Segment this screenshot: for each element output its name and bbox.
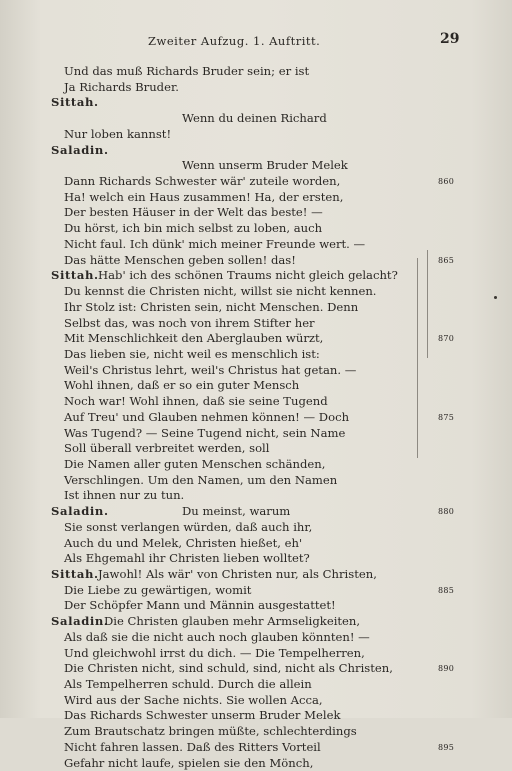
line-number: 870 (438, 334, 455, 344)
verse-text: Wenn unserm Bruder Melek (182, 158, 348, 173)
verse-text: Auch du und Melek, Christen hießet, eh' (64, 535, 303, 550)
speaker-line (0, 143, 512, 159)
verse-text: Wird aus der Sache nichts. Sie wollen Acca, (64, 692, 323, 707)
verse-line (0, 756, 512, 771)
verse-line (0, 708, 512, 724)
verse-line (0, 724, 512, 740)
verse-line (0, 520, 512, 536)
verse-line (0, 331, 512, 347)
verse-line (0, 457, 512, 473)
verse-text: Der besten Häuser in der Welt das beste! — (64, 205, 323, 220)
verse-line (0, 646, 512, 662)
verse-line (0, 693, 512, 709)
verse-line (0, 583, 512, 599)
verse-line (0, 80, 512, 96)
verse-line (0, 127, 512, 143)
verse-line (0, 158, 512, 174)
line-number: 885 (438, 585, 455, 595)
line-number: 860 (438, 177, 455, 187)
verse-line (0, 551, 512, 567)
verse-line (0, 488, 512, 504)
verse-line (0, 677, 512, 693)
verse-line (0, 253, 512, 269)
verse-text: Wenn du deinen Richard (182, 111, 327, 126)
verse-text: Die Christen nicht, sind schuld, sind, nicht als Christen, (64, 661, 393, 676)
verse-text: Du hörst, ich bin mich selbst zu loben, auch (64, 221, 323, 236)
verse-line (0, 284, 512, 300)
verse-text: Und gleichwohl irrst du dich. — Die Tempelherren, (64, 645, 365, 660)
verse-line (0, 205, 512, 221)
verse-line (0, 300, 512, 316)
verse-line (0, 410, 512, 426)
verse-line (0, 64, 512, 80)
verse-line (0, 237, 512, 253)
verse-text: Ihr Stolz ist: Christen sein, nicht Menschen. Denn (64, 299, 359, 314)
verse-text: Der Schöpfer Mann und Männin ausgestattet! (64, 598, 336, 613)
verse-text: Als Ehgemahl ihr Christen lieben wolltet? (64, 551, 310, 566)
verse-text: Auf Treu' und Glauben nehmen können! — Doch (64, 409, 350, 424)
speaker-name: Saladin. (51, 142, 109, 157)
verse-line (0, 740, 512, 756)
verse-text: Die Liebe zu gewärtigen, womit (64, 582, 252, 597)
verse-text: Weil's Christus lehrt, weil's Christus hat getan. — (64, 362, 357, 377)
verse-text: Ja Richards Bruder. (64, 79, 179, 94)
verse-text: Verschlingen. Um den Namen, um den Namen (64, 472, 338, 487)
verse-text: Und das muß Richards Bruder sein; er ist (64, 64, 310, 78)
verse-text: Dann Richards Schwester wär' zuteile worden, (64, 174, 341, 189)
verse-line (0, 473, 512, 489)
verse-line (0, 190, 512, 206)
speaker-line (0, 504, 512, 520)
pencil-mark (427, 250, 428, 358)
speaker-line (0, 268, 512, 284)
verse-line (0, 174, 512, 190)
verse-text: Ha! welch ein Haus zusammen! Ha, der ersten, (64, 189, 344, 204)
ink-speck (494, 296, 497, 299)
verse-text: Soll überall verbreitet werden, soll (64, 441, 270, 456)
page-header (0, 31, 512, 50)
play-text (0, 64, 512, 771)
verse-text: Wohl ihnen, daß er so ein guter Mensch (64, 378, 300, 393)
verse-text: Das hätte Menschen geben sollen! das! (64, 252, 296, 267)
verse-line (0, 394, 512, 410)
speaker-name: Saladin. (51, 504, 109, 519)
speaker-name: Sittah. (51, 95, 99, 110)
verse-text: Was Tugend? — Seine Tugend nicht, sein Name (64, 425, 346, 440)
verse-text: Nicht fahren lassen. Daß des Ritters Vorteil (64, 739, 321, 754)
verse-text: Du meinst, warum (182, 504, 291, 519)
pencil-mark (417, 258, 418, 458)
verse-text: Noch war! Wohl ihnen, daß sie seine Tugend (64, 394, 328, 409)
line-number: 895 (438, 742, 455, 752)
running-head: Zweiter Aufzug. 1. Auftritt. (148, 34, 321, 48)
speaker-line (0, 95, 512, 111)
line-number: 890 (438, 664, 455, 674)
verse-text: Als Tempelherren schuld. Durch die allein (64, 677, 312, 692)
speaker-line (0, 614, 512, 630)
verse-text: Nicht faul. Ich dünk' mich meiner Freunde wert. — (64, 236, 366, 251)
verse-text: Das lieben sie, nicht weil es menschlich ist: (64, 346, 320, 361)
verse-text: Du kennst die Christen nicht, willst sie nicht kennen. (64, 284, 377, 299)
verse-text: Das Richards Schwester unserm Bruder Melek (64, 708, 341, 723)
verse-line (0, 441, 512, 457)
verse-text: Die Namen aller guten Menschen schänden, (64, 456, 326, 471)
verse-text: Selbst das, was noch von ihrem Stifter her (64, 315, 315, 330)
page-number: 29 (440, 31, 460, 47)
verse-text: Sie sonst verlangen würden, daß auch ihr, (64, 519, 313, 534)
line-number: 875 (438, 412, 455, 422)
verse-line (0, 316, 512, 332)
verse-text: Hab' ich des schönen Traums nicht gleich gelacht? (98, 268, 398, 283)
speaker-name: Saladin. (51, 614, 109, 629)
line-number: 880 (438, 507, 455, 517)
speaker-name: Sittah. (51, 268, 99, 283)
line-number: 865 (438, 255, 455, 265)
verse-line (0, 630, 512, 646)
verse-line (0, 426, 512, 442)
verse-text: Gefahr nicht laufe, spielen sie den Mönch, (64, 755, 314, 770)
speaker-line (0, 567, 512, 583)
verse-line (0, 111, 512, 127)
verse-line (0, 363, 512, 379)
verse-line (0, 378, 512, 394)
verse-text: Ist ihnen nur zu tun. (64, 488, 185, 503)
verse-line (0, 347, 512, 363)
verse-line (0, 598, 512, 614)
verse-text: Zum Brautschatz bringen müßte, schlechterdings (64, 724, 357, 739)
verse-line (0, 661, 512, 677)
verse-line (0, 221, 512, 237)
speaker-name: Sittah. (51, 567, 99, 581)
verse-text: Die Christen glauben mehr Armseligkeiten, (104, 614, 361, 629)
verse-text: Mit Menschlichkeit den Aberglauben würzt, (64, 331, 324, 346)
verse-text: Jawohl! Als wär' von Christen nur, als Christen, (98, 567, 377, 581)
verse-text: Als daß sie die nicht auch noch glauben könnten! — (64, 629, 370, 644)
verse-line (0, 536, 512, 552)
verse-text: Nur loben kannst! (64, 126, 172, 141)
